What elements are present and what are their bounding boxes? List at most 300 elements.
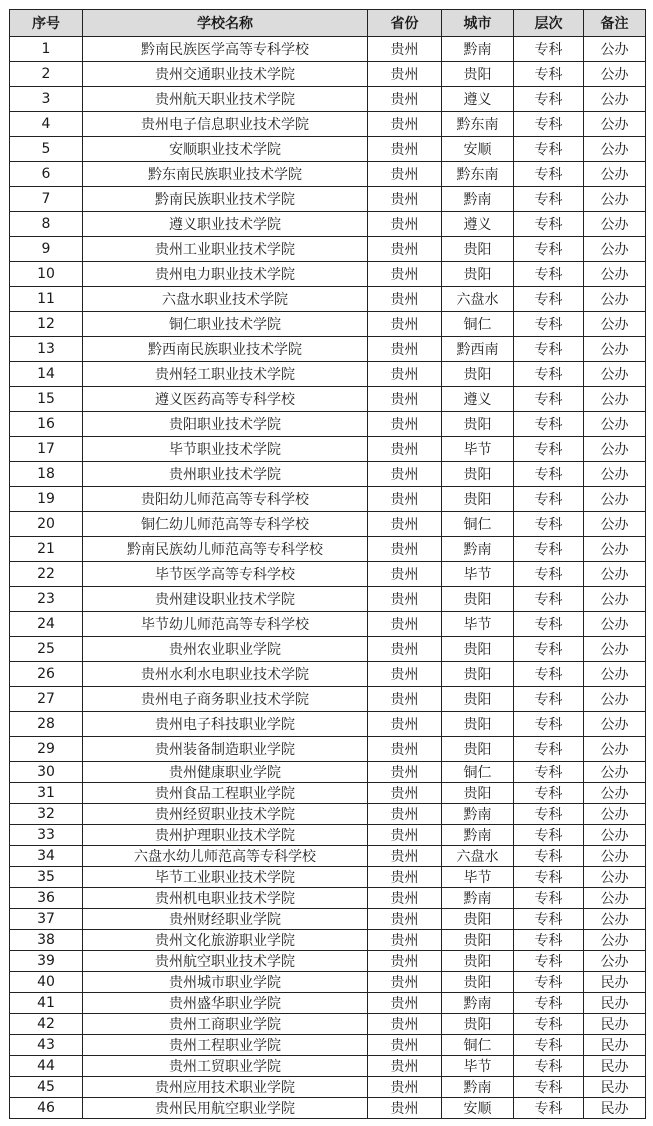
table-row xyxy=(10,1056,646,1077)
cell-province: 贵州 xyxy=(368,62,442,87)
header-city: 城市 xyxy=(442,10,514,37)
cell-school-name: 毕节职业技术学院 xyxy=(83,437,368,462)
table-row xyxy=(10,783,646,804)
cell-level: 专科 xyxy=(514,1056,584,1077)
table-row xyxy=(10,587,646,612)
cell-province: 贵州 xyxy=(368,867,442,888)
table-row xyxy=(10,62,646,87)
cell-note: 公办 xyxy=(584,487,646,512)
cell-school-name: 黔南民族医学高等专科学校 xyxy=(83,37,368,62)
cell-province: 贵州 xyxy=(368,1056,442,1077)
cell-note: 公办 xyxy=(584,662,646,687)
cell-level: 专科 xyxy=(514,712,584,737)
cell-no: 42 xyxy=(10,1014,83,1035)
cell-level: 专科 xyxy=(514,37,584,62)
cell-no: 38 xyxy=(10,930,83,951)
cell-school-name: 贵州文化旅游职业学院 xyxy=(83,930,368,951)
cell-city: 贵阳 xyxy=(442,262,514,287)
cell-note: 公办 xyxy=(584,804,646,825)
cell-city: 黔西南 xyxy=(442,337,514,362)
header-row xyxy=(10,10,646,37)
cell-school-name: 贵州电子科技职业学院 xyxy=(83,712,368,737)
cell-city: 贵阳 xyxy=(442,487,514,512)
cell-province: 贵州 xyxy=(368,972,442,993)
cell-province: 贵州 xyxy=(368,762,442,783)
table-row xyxy=(10,888,646,909)
cell-school-name: 贵州建设职业技术学院 xyxy=(83,587,368,612)
cell-province: 贵州 xyxy=(368,512,442,537)
table-row xyxy=(10,825,646,846)
cell-province: 贵州 xyxy=(368,687,442,712)
cell-city: 遵义 xyxy=(442,87,514,112)
cell-no: 43 xyxy=(10,1035,83,1056)
table-row xyxy=(10,512,646,537)
cell-no: 45 xyxy=(10,1077,83,1098)
cell-no: 39 xyxy=(10,951,83,972)
cell-city: 贵阳 xyxy=(442,412,514,437)
cell-note: 公办 xyxy=(584,337,646,362)
cell-school-name: 贵州食品工程职业学院 xyxy=(83,783,368,804)
cell-no: 13 xyxy=(10,337,83,362)
cell-school-name: 贵州农业职业学院 xyxy=(83,637,368,662)
cell-province: 贵州 xyxy=(368,612,442,637)
cell-school-name: 贵州工业职业技术学院 xyxy=(83,237,368,262)
cell-no: 14 xyxy=(10,362,83,387)
cell-note: 公办 xyxy=(584,909,646,930)
cell-city: 贵阳 xyxy=(442,587,514,612)
cell-no: 18 xyxy=(10,462,83,487)
cell-city: 黔南 xyxy=(442,1077,514,1098)
table-row xyxy=(10,412,646,437)
cell-school-name: 六盘水幼儿师范高等专科学校 xyxy=(83,846,368,867)
cell-note: 公办 xyxy=(584,137,646,162)
cell-no: 24 xyxy=(10,612,83,637)
school-table xyxy=(9,9,646,1119)
cell-level: 专科 xyxy=(514,537,584,562)
cell-note: 民办 xyxy=(584,972,646,993)
table-row xyxy=(10,951,646,972)
table-row xyxy=(10,804,646,825)
cell-city: 贵阳 xyxy=(442,972,514,993)
cell-level: 专科 xyxy=(514,312,584,337)
cell-province: 贵州 xyxy=(368,437,442,462)
cell-city: 贵阳 xyxy=(442,362,514,387)
cell-school-name: 六盘水职业技术学院 xyxy=(83,287,368,312)
cell-province: 贵州 xyxy=(368,1014,442,1035)
header-note: 备注 xyxy=(584,10,646,37)
cell-province: 贵州 xyxy=(368,462,442,487)
cell-level: 专科 xyxy=(514,1077,584,1098)
cell-city: 贵阳 xyxy=(442,930,514,951)
cell-level: 专科 xyxy=(514,262,584,287)
cell-note: 民办 xyxy=(584,1098,646,1119)
table-row xyxy=(10,612,646,637)
cell-province: 贵州 xyxy=(368,637,442,662)
table-row xyxy=(10,387,646,412)
cell-note: 公办 xyxy=(584,262,646,287)
table-row xyxy=(10,287,646,312)
cell-city: 铜仁 xyxy=(442,312,514,337)
cell-province: 贵州 xyxy=(368,37,442,62)
cell-note: 公办 xyxy=(584,587,646,612)
cell-school-name: 安顺职业技术学院 xyxy=(83,137,368,162)
cell-province: 贵州 xyxy=(368,162,442,187)
cell-no: 23 xyxy=(10,587,83,612)
cell-note: 民办 xyxy=(584,1014,646,1035)
table-row xyxy=(10,212,646,237)
cell-school-name: 毕节幼儿师范高等专科学校 xyxy=(83,612,368,637)
table-row xyxy=(10,909,646,930)
cell-note: 公办 xyxy=(584,362,646,387)
cell-level: 专科 xyxy=(514,1014,584,1035)
cell-city: 贵阳 xyxy=(442,737,514,762)
cell-school-name: 贵州工程职业学院 xyxy=(83,1035,368,1056)
cell-school-name: 贵州工商职业学院 xyxy=(83,1014,368,1035)
cell-city: 黔南 xyxy=(442,537,514,562)
cell-province: 贵州 xyxy=(368,1098,442,1119)
cell-city: 黔南 xyxy=(442,825,514,846)
cell-note: 公办 xyxy=(584,37,646,62)
cell-no: 11 xyxy=(10,287,83,312)
cell-note: 公办 xyxy=(584,783,646,804)
table-row xyxy=(10,1098,646,1119)
table-row xyxy=(10,737,646,762)
table-row xyxy=(10,1035,646,1056)
table-row xyxy=(10,37,646,62)
cell-school-name: 贵州电子商务职业技术学院 xyxy=(83,687,368,712)
cell-province: 贵州 xyxy=(368,587,442,612)
cell-school-name: 贵州民用航空职业学院 xyxy=(83,1098,368,1119)
table-row xyxy=(10,846,646,867)
cell-note: 公办 xyxy=(584,846,646,867)
cell-level: 专科 xyxy=(514,162,584,187)
cell-province: 贵州 xyxy=(368,888,442,909)
cell-province: 贵州 xyxy=(368,951,442,972)
cell-no: 10 xyxy=(10,262,83,287)
table-row xyxy=(10,437,646,462)
cell-note: 民办 xyxy=(584,1077,646,1098)
cell-school-name: 毕节医学高等专科学校 xyxy=(83,562,368,587)
cell-school-name: 遵义职业技术学院 xyxy=(83,212,368,237)
cell-note: 公办 xyxy=(584,237,646,262)
cell-no: 40 xyxy=(10,972,83,993)
cell-province: 贵州 xyxy=(368,712,442,737)
cell-city: 贵阳 xyxy=(442,687,514,712)
cell-province: 贵州 xyxy=(368,783,442,804)
cell-no: 37 xyxy=(10,909,83,930)
cell-city: 遵义 xyxy=(442,212,514,237)
cell-note: 公办 xyxy=(584,187,646,212)
cell-city: 贵阳 xyxy=(442,62,514,87)
cell-city: 安顺 xyxy=(442,1098,514,1119)
table-row xyxy=(10,562,646,587)
cell-level: 专科 xyxy=(514,462,584,487)
cell-province: 贵州 xyxy=(368,537,442,562)
cell-level: 专科 xyxy=(514,237,584,262)
cell-level: 专科 xyxy=(514,909,584,930)
cell-note: 公办 xyxy=(584,737,646,762)
cell-note: 公办 xyxy=(584,112,646,137)
cell-no: 15 xyxy=(10,387,83,412)
cell-note: 公办 xyxy=(584,162,646,187)
cell-level: 专科 xyxy=(514,87,584,112)
cell-province: 贵州 xyxy=(368,187,442,212)
cell-school-name: 贵州交通职业技术学院 xyxy=(83,62,368,87)
cell-no: 12 xyxy=(10,312,83,337)
cell-school-name: 贵州航天职业技术学院 xyxy=(83,87,368,112)
cell-province: 贵州 xyxy=(368,137,442,162)
cell-city: 黔南 xyxy=(442,888,514,909)
cell-city: 黔东南 xyxy=(442,112,514,137)
cell-level: 专科 xyxy=(514,612,584,637)
cell-city: 贵阳 xyxy=(442,783,514,804)
cell-province: 贵州 xyxy=(368,412,442,437)
cell-no: 28 xyxy=(10,712,83,737)
cell-school-name: 贵州护理职业技术学院 xyxy=(83,825,368,846)
cell-city: 贵阳 xyxy=(442,237,514,262)
cell-note: 公办 xyxy=(584,462,646,487)
table-row xyxy=(10,87,646,112)
cell-note: 公办 xyxy=(584,562,646,587)
table-row xyxy=(10,337,646,362)
table-row xyxy=(10,537,646,562)
cell-no: 7 xyxy=(10,187,83,212)
cell-no: 8 xyxy=(10,212,83,237)
table-row xyxy=(10,162,646,187)
cell-no: 36 xyxy=(10,888,83,909)
cell-school-name: 贵阳职业技术学院 xyxy=(83,412,368,437)
table-row xyxy=(10,867,646,888)
cell-note: 公办 xyxy=(584,867,646,888)
cell-province: 贵州 xyxy=(368,262,442,287)
cell-city: 贵阳 xyxy=(442,909,514,930)
cell-school-name: 贵州工贸职业学院 xyxy=(83,1056,368,1077)
cell-note: 公办 xyxy=(584,412,646,437)
cell-note: 公办 xyxy=(584,687,646,712)
cell-level: 专科 xyxy=(514,212,584,237)
cell-school-name: 贵州应用技术职业学院 xyxy=(83,1077,368,1098)
cell-no: 20 xyxy=(10,512,83,537)
cell-level: 专科 xyxy=(514,662,584,687)
cell-no: 27 xyxy=(10,687,83,712)
cell-level: 专科 xyxy=(514,412,584,437)
cell-city: 毕节 xyxy=(442,437,514,462)
header-name: 学校名称 xyxy=(83,10,368,37)
cell-note: 民办 xyxy=(584,1056,646,1077)
cell-note: 公办 xyxy=(584,712,646,737)
cell-city: 贵阳 xyxy=(442,637,514,662)
table-row xyxy=(10,262,646,287)
table-row xyxy=(10,662,646,687)
table-row xyxy=(10,762,646,783)
cell-level: 专科 xyxy=(514,487,584,512)
cell-no: 25 xyxy=(10,637,83,662)
cell-note: 公办 xyxy=(584,637,646,662)
table-row xyxy=(10,362,646,387)
cell-note: 公办 xyxy=(584,951,646,972)
cell-province: 贵州 xyxy=(368,1077,442,1098)
cell-note: 公办 xyxy=(584,212,646,237)
cell-no: 17 xyxy=(10,437,83,462)
cell-school-name: 黔南民族幼儿师范高等专科学校 xyxy=(83,537,368,562)
cell-school-name: 遵义医药高等专科学校 xyxy=(83,387,368,412)
cell-note: 公办 xyxy=(584,612,646,637)
cell-school-name: 贵州水利水电职业技术学院 xyxy=(83,662,368,687)
cell-province: 贵州 xyxy=(368,237,442,262)
table-row xyxy=(10,1077,646,1098)
cell-school-name: 贵州经贸职业技术学院 xyxy=(83,804,368,825)
cell-province: 贵州 xyxy=(368,909,442,930)
cell-note: 公办 xyxy=(584,537,646,562)
cell-level: 专科 xyxy=(514,1098,584,1119)
cell-level: 专科 xyxy=(514,762,584,783)
cell-school-name: 贵州轻工职业技术学院 xyxy=(83,362,368,387)
cell-province: 贵州 xyxy=(368,825,442,846)
cell-level: 专科 xyxy=(514,888,584,909)
cell-school-name: 毕节工业职业技术学院 xyxy=(83,867,368,888)
cell-province: 贵州 xyxy=(368,337,442,362)
cell-note: 公办 xyxy=(584,312,646,337)
cell-note: 民办 xyxy=(584,1035,646,1056)
cell-no: 34 xyxy=(10,846,83,867)
table-row xyxy=(10,1014,646,1035)
cell-level: 专科 xyxy=(514,362,584,387)
cell-province: 贵州 xyxy=(368,287,442,312)
table-row xyxy=(10,237,646,262)
cell-school-name: 贵阳幼儿师范高等专科学校 xyxy=(83,487,368,512)
cell-province: 贵州 xyxy=(368,930,442,951)
header-level: 层次 xyxy=(514,10,584,37)
cell-school-name: 铜仁职业技术学院 xyxy=(83,312,368,337)
cell-school-name: 铜仁幼儿师范高等专科学校 xyxy=(83,512,368,537)
cell-city: 贵阳 xyxy=(442,662,514,687)
cell-level: 专科 xyxy=(514,137,584,162)
cell-province: 贵州 xyxy=(368,804,442,825)
cell-level: 专科 xyxy=(514,587,584,612)
cell-province: 贵州 xyxy=(368,87,442,112)
cell-level: 专科 xyxy=(514,637,584,662)
cell-school-name: 贵州城市职业学院 xyxy=(83,972,368,993)
cell-province: 贵州 xyxy=(368,212,442,237)
cell-city: 贵阳 xyxy=(442,951,514,972)
cell-city: 六盘水 xyxy=(442,846,514,867)
cell-level: 专科 xyxy=(514,112,584,137)
cell-level: 专科 xyxy=(514,437,584,462)
cell-note: 民办 xyxy=(584,993,646,1014)
cell-school-name: 贵州财经职业学院 xyxy=(83,909,368,930)
table-row xyxy=(10,972,646,993)
cell-note: 公办 xyxy=(584,437,646,462)
cell-school-name: 黔东南民族职业技术学院 xyxy=(83,162,368,187)
cell-level: 专科 xyxy=(514,825,584,846)
cell-level: 专科 xyxy=(514,783,584,804)
cell-no: 46 xyxy=(10,1098,83,1119)
cell-province: 贵州 xyxy=(368,312,442,337)
cell-no: 1 xyxy=(10,37,83,62)
cell-city: 黔南 xyxy=(442,993,514,1014)
cell-level: 专科 xyxy=(514,930,584,951)
cell-no: 22 xyxy=(10,562,83,587)
cell-school-name: 贵州职业技术学院 xyxy=(83,462,368,487)
cell-school-name: 贵州健康职业学院 xyxy=(83,762,368,783)
cell-no: 16 xyxy=(10,412,83,437)
cell-no: 19 xyxy=(10,487,83,512)
cell-city: 黔南 xyxy=(442,187,514,212)
table-row xyxy=(10,993,646,1014)
cell-city: 铜仁 xyxy=(442,512,514,537)
cell-no: 21 xyxy=(10,537,83,562)
cell-province: 贵州 xyxy=(368,562,442,587)
table-row xyxy=(10,462,646,487)
cell-school-name: 贵州电子信息职业技术学院 xyxy=(83,112,368,137)
cell-no: 29 xyxy=(10,737,83,762)
table-row xyxy=(10,187,646,212)
cell-province: 贵州 xyxy=(368,737,442,762)
cell-no: 35 xyxy=(10,867,83,888)
cell-level: 专科 xyxy=(514,846,584,867)
cell-city: 铜仁 xyxy=(442,1035,514,1056)
cell-level: 专科 xyxy=(514,287,584,312)
cell-city: 贵阳 xyxy=(442,1014,514,1035)
table-row xyxy=(10,712,646,737)
cell-level: 专科 xyxy=(514,951,584,972)
cell-note: 公办 xyxy=(584,888,646,909)
cell-city: 黔南 xyxy=(442,37,514,62)
cell-school-name: 贵州机电职业技术学院 xyxy=(83,888,368,909)
table-row xyxy=(10,137,646,162)
cell-level: 专科 xyxy=(514,387,584,412)
cell-province: 贵州 xyxy=(368,1035,442,1056)
cell-no: 44 xyxy=(10,1056,83,1077)
cell-city: 毕节 xyxy=(442,612,514,637)
table-body xyxy=(10,37,646,1119)
cell-city: 贵阳 xyxy=(442,712,514,737)
header-province: 省份 xyxy=(368,10,442,37)
cell-city: 铜仁 xyxy=(442,762,514,783)
cell-note: 公办 xyxy=(584,87,646,112)
cell-city: 毕节 xyxy=(442,1056,514,1077)
cell-level: 专科 xyxy=(514,993,584,1014)
cell-school-name: 黔南民族职业技术学院 xyxy=(83,187,368,212)
table-row xyxy=(10,312,646,337)
cell-no: 31 xyxy=(10,783,83,804)
cell-level: 专科 xyxy=(514,562,584,587)
cell-city: 毕节 xyxy=(442,562,514,587)
cell-school-name: 黔西南民族职业技术学院 xyxy=(83,337,368,362)
cell-no: 41 xyxy=(10,993,83,1014)
cell-level: 专科 xyxy=(514,804,584,825)
cell-level: 专科 xyxy=(514,512,584,537)
cell-no: 33 xyxy=(10,825,83,846)
cell-province: 贵州 xyxy=(368,387,442,412)
cell-note: 公办 xyxy=(584,62,646,87)
cell-level: 专科 xyxy=(514,1035,584,1056)
table-row xyxy=(10,487,646,512)
cell-note: 公办 xyxy=(584,825,646,846)
cell-level: 专科 xyxy=(514,972,584,993)
cell-note: 公办 xyxy=(584,930,646,951)
cell-city: 毕节 xyxy=(442,867,514,888)
cell-no: 4 xyxy=(10,112,83,137)
cell-no: 9 xyxy=(10,237,83,262)
cell-school-name: 贵州航空职业技术学院 xyxy=(83,951,368,972)
cell-level: 专科 xyxy=(514,687,584,712)
cell-province: 贵州 xyxy=(368,112,442,137)
table-row xyxy=(10,637,646,662)
cell-school-name: 贵州盛华职业学院 xyxy=(83,993,368,1014)
cell-level: 专科 xyxy=(514,62,584,87)
cell-city: 黔南 xyxy=(442,804,514,825)
